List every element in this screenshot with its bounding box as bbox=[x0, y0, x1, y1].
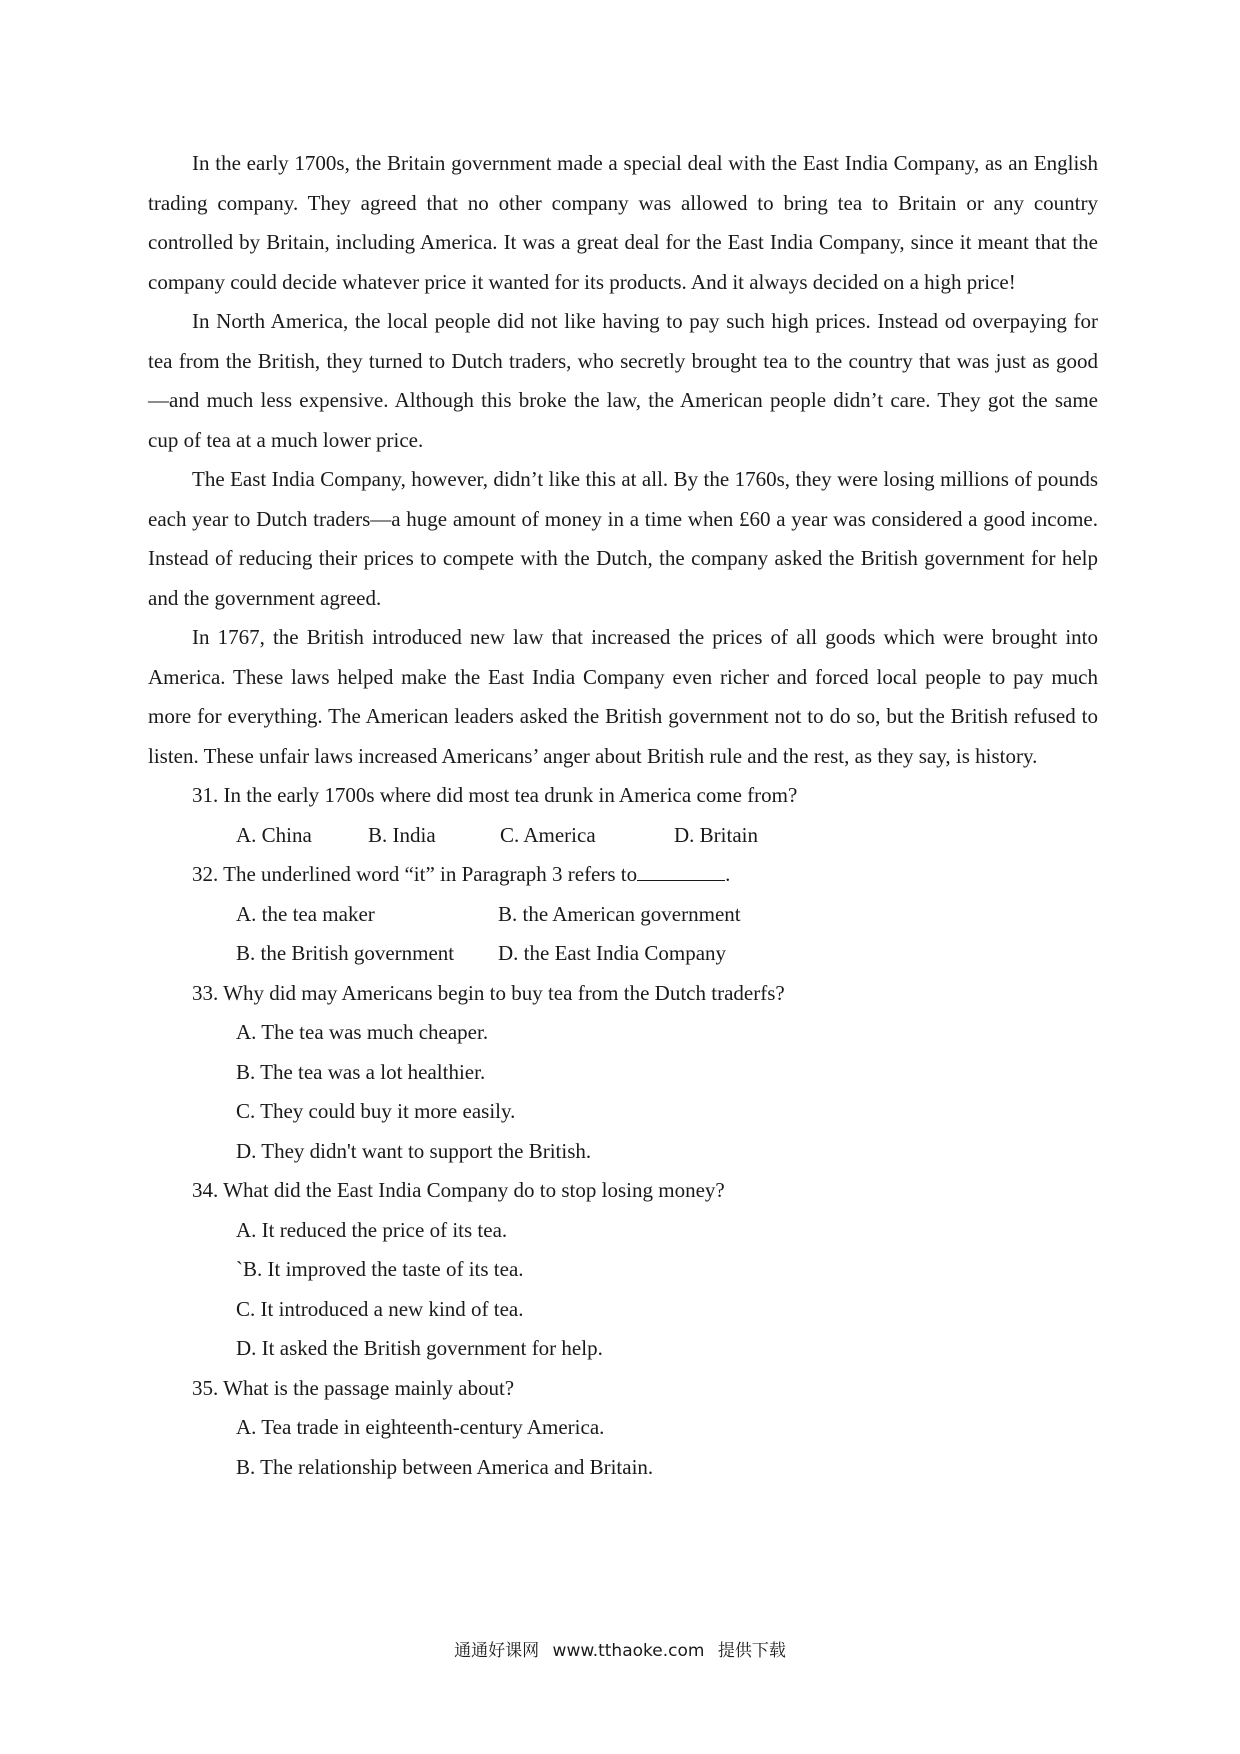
question-stem: 35. What is the passage mainly about? bbox=[192, 1375, 515, 1400]
question-stem bbox=[148, 855, 1098, 895]
question-stem-end: . bbox=[725, 862, 731, 886]
footer-site-name: 通通好课网 bbox=[454, 1641, 540, 1661]
option-b: `B. It improved the taste of its tea. bbox=[236, 1257, 524, 1281]
option-d: D. the East India Company bbox=[498, 941, 727, 965]
option-row bbox=[148, 895, 1098, 935]
option-c: C. They could buy it more easily. bbox=[236, 1099, 516, 1123]
option-row bbox=[148, 816, 1098, 856]
option-b: B. The tea was a lot healthier. bbox=[236, 1059, 486, 1084]
option-b: B. India bbox=[368, 822, 436, 847]
answer-blank bbox=[637, 862, 725, 881]
question-34 bbox=[148, 1171, 1098, 1369]
question-33 bbox=[148, 974, 1098, 1172]
paragraph-2: In North America, the local people did not like having to pay such high prices. Instead od overpaying for tea from the British, they turned to Dutch traders, who secretly brought tea to the country that was just as good—and much less expensive. Although this broke the law, the American people didn’t care. They got the same cup of tea at a much lower price. bbox=[148, 309, 1098, 452]
paragraph-1: In the early 1700s, the Britain government made a special deal with the East India Company, as an English trading company. They agreed that no other company was allowed to bring tea to Britain or any country controlled by Britain, including America. It was a great deal for the East India Company, since it meant that the company could decide whatever price it wanted for its products. And it always decided on a high price! bbox=[148, 151, 1098, 294]
option-a: A. the tea maker bbox=[236, 901, 375, 926]
reading-passage bbox=[148, 144, 1098, 1487]
option-c: B. the British government bbox=[236, 941, 455, 965]
option-a: A. It reduced the price of its tea. bbox=[236, 1217, 508, 1242]
page-footer bbox=[0, 1636, 1240, 1661]
question-32 bbox=[148, 855, 1098, 974]
option-d: D. It asked the British government for help. bbox=[236, 1336, 603, 1360]
option-a: A. China bbox=[236, 822, 312, 847]
option-row bbox=[148, 934, 1098, 974]
question-stem-text: 32. The underlined word “it” in Paragraph 3 refers to bbox=[192, 862, 638, 886]
option-b: B. The relationship between America and Britain. bbox=[236, 1454, 654, 1479]
footer-url[interactable]: www.tthaoke.com bbox=[552, 1641, 705, 1661]
option-a: A. The tea was much cheaper. bbox=[236, 1020, 489, 1044]
option-d: D. They didn't want to support the British. bbox=[236, 1138, 592, 1163]
option-b: B. the American government bbox=[498, 901, 741, 926]
footer-suffix: 提供下载 bbox=[717, 1641, 786, 1661]
question-35 bbox=[148, 1369, 1098, 1488]
option-d: D. Britain bbox=[674, 822, 758, 847]
option-c: C. It introduced a new kind of tea. bbox=[236, 1296, 524, 1321]
paragraph-4: In 1767, the British introduced new law that increased the prices of all goods which were brought into America. These laws helped make the East India Company even richer and forced local people to pay much more for everything. The American leaders asked the British government not to do so, but the British refused to listen. These unfair laws increased Americans’ anger about British rule and the rest, as they say, is history. bbox=[148, 625, 1098, 768]
option-a: A. Tea trade in eighteenth-century America. bbox=[236, 1415, 605, 1439]
question-31 bbox=[148, 776, 1098, 855]
question-stem: 34. What did the East India Company do to stop losing money? bbox=[192, 1178, 725, 1202]
paragraph-3: The East India Company, however, didn’t like this at all. By the 1760s, they were losing millions of pounds each year to Dutch traders—a huge amount of money in a time when £60 a year was considered a good income. Instead of reducing their prices to compete with the Dutch, the company asked the British government for help and the government agreed. bbox=[148, 467, 1098, 610]
question-stem: 33. Why did may Americans begin to buy tea from the Dutch traderfs? bbox=[192, 980, 785, 1005]
question-stem: 31. In the early 1700s where did most tea drunk in America come from? bbox=[192, 783, 798, 807]
option-c: C. America bbox=[500, 822, 596, 847]
